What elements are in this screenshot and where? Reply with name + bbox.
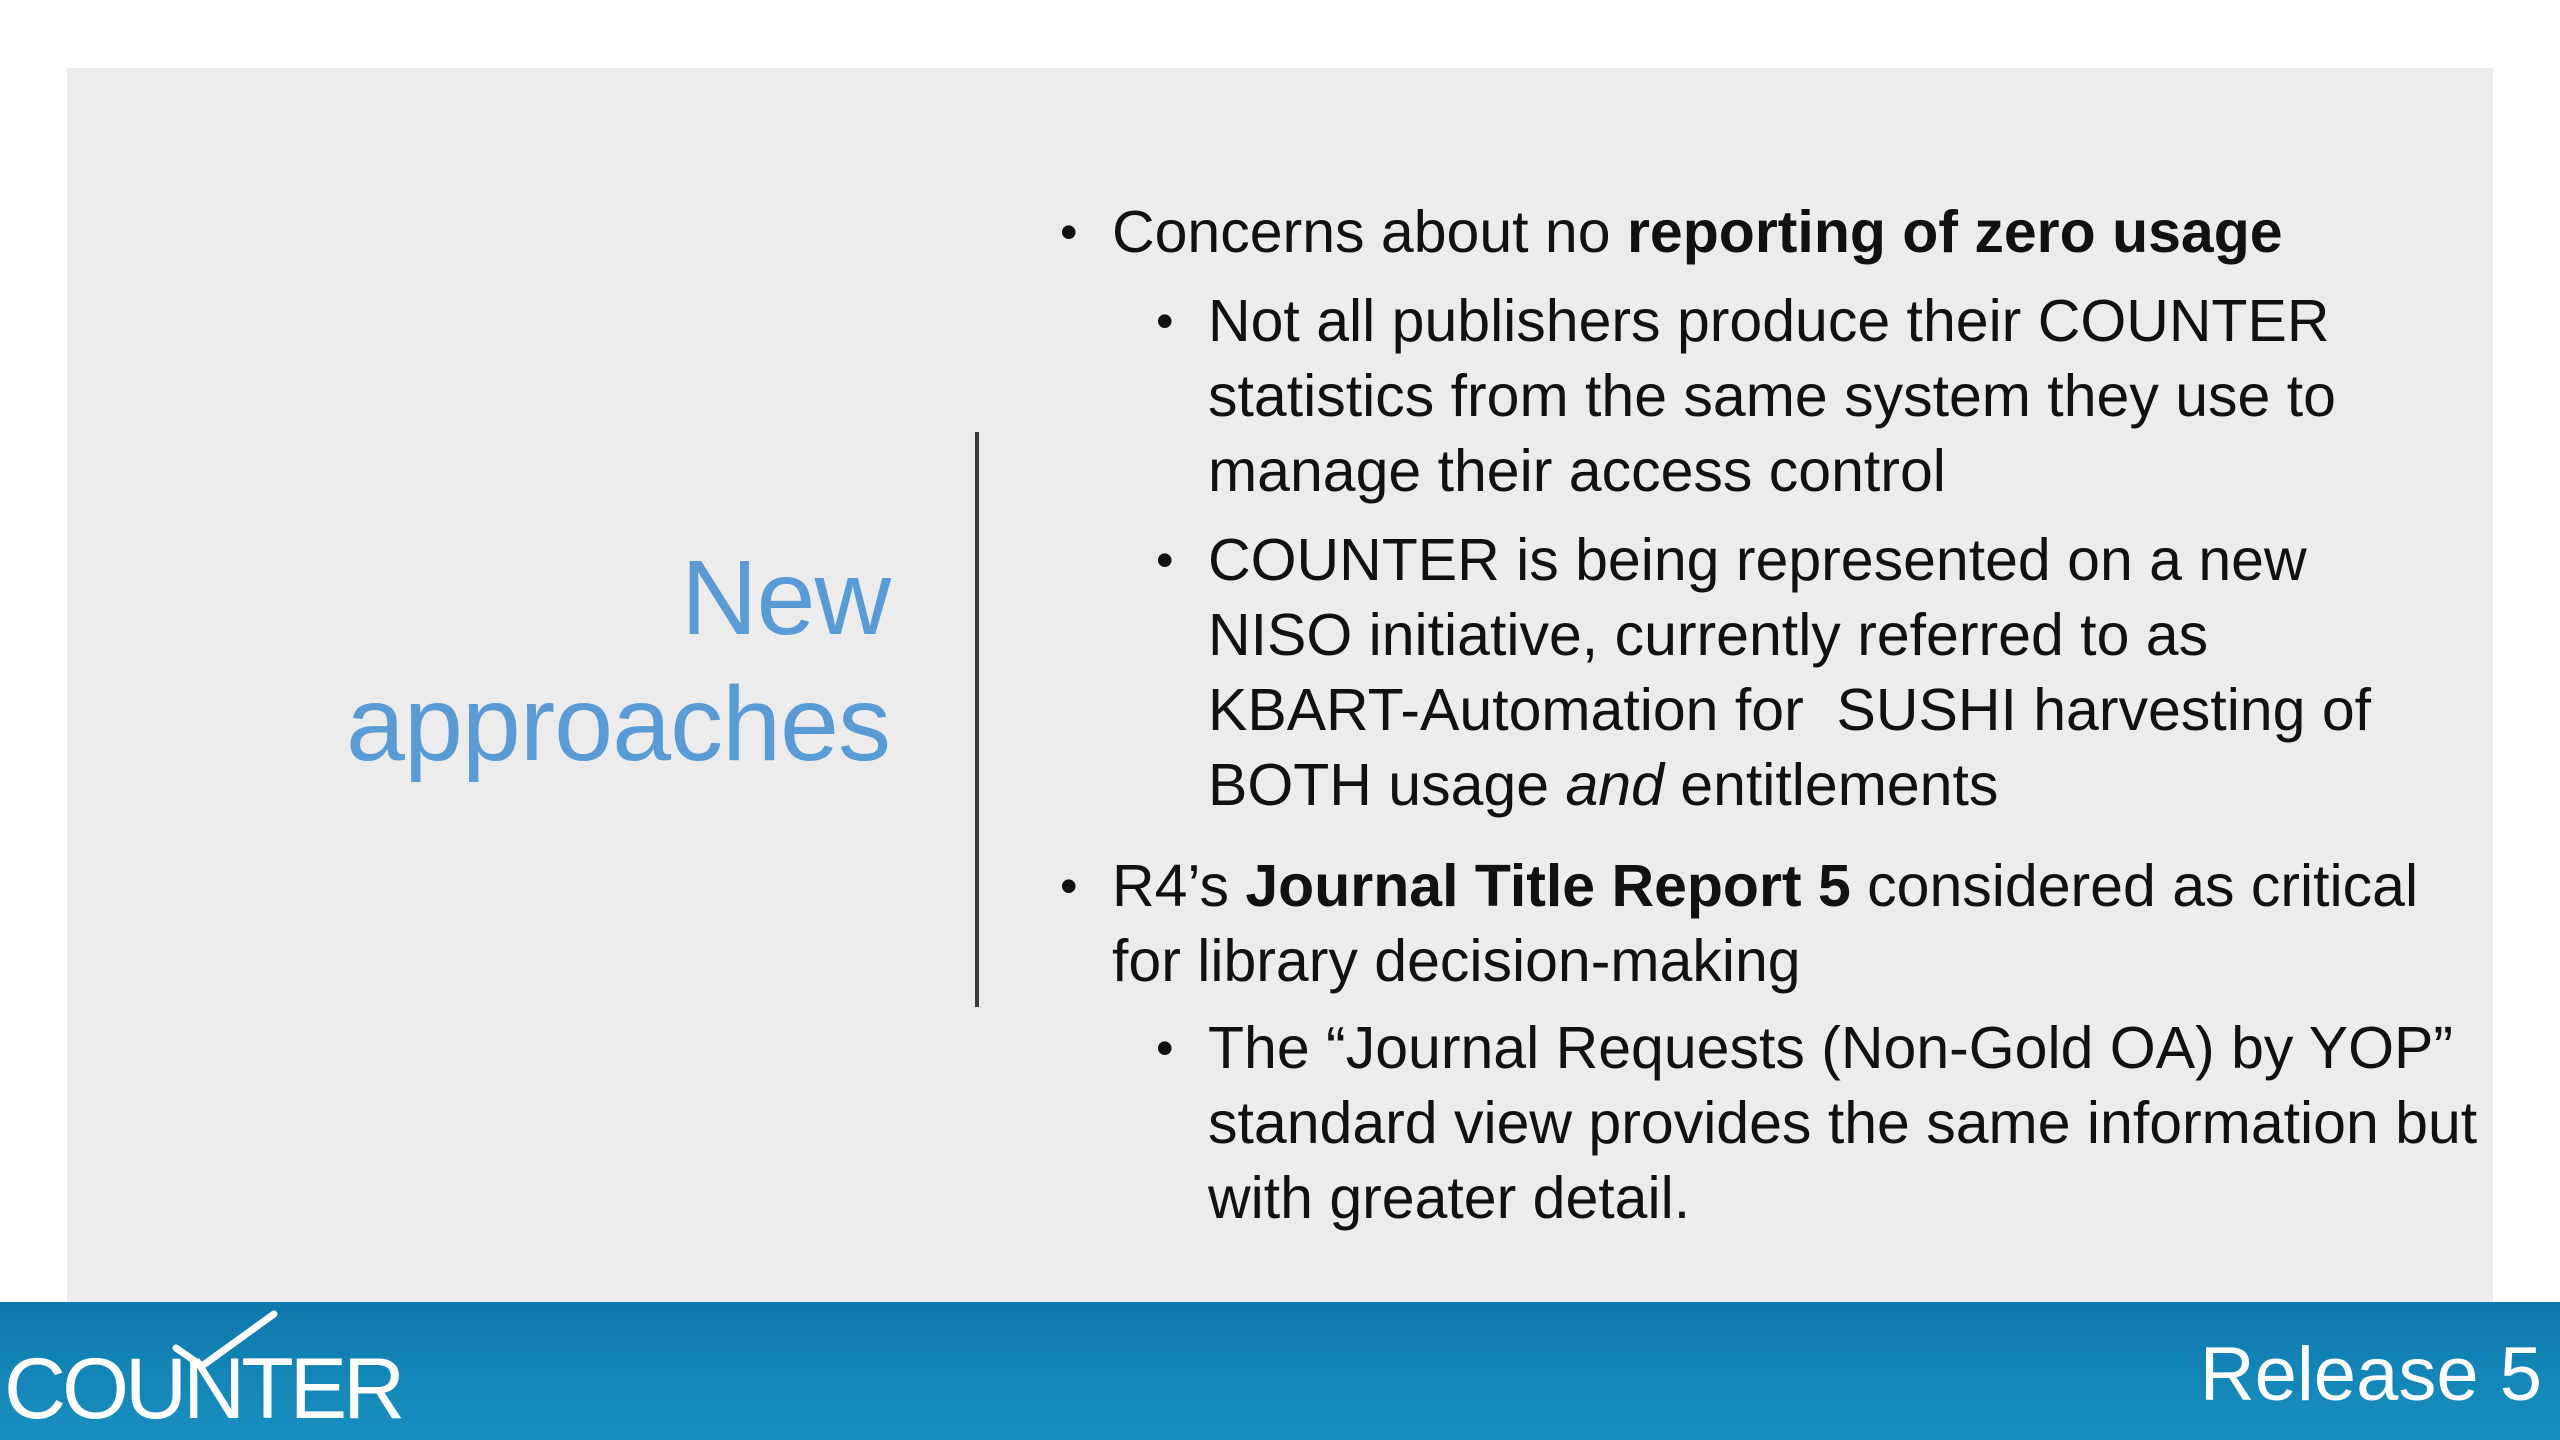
bullet-dot-icon: • xyxy=(1156,1020,1174,1076)
bullet-bold-text: reporting of zero usage xyxy=(1626,199,2283,265)
vertical-divider xyxy=(975,432,979,1007)
bullet-bold-text: Journal Title Report 5 xyxy=(1245,853,1851,919)
slide-title-line-2: approaches xyxy=(346,665,890,783)
counter-logo xyxy=(0,1310,402,1437)
bullet-dot-icon: • xyxy=(1060,204,1078,260)
bullet-text: Not all publishers produce their COUNTER statistics from the same system they use to manage their access control xyxy=(1208,288,2336,504)
bullet-italic-text: and xyxy=(1565,752,1664,818)
bullet-dot-icon: • xyxy=(1156,532,1174,588)
logo-text: COUNTER xyxy=(4,1341,402,1437)
bullet-zero-usage xyxy=(1060,195,2500,270)
bullet-dot-icon: • xyxy=(1060,858,1078,914)
bullet-text: Concerns about no xyxy=(1112,199,1627,265)
bullet-line: NISO initiative, currently referred to as xyxy=(1208,602,2209,668)
release-label: Release 5 xyxy=(2199,1332,2542,1417)
bullet-text: BOTH usage xyxy=(1208,752,1566,818)
bullet-line: KBART-Automation for SUSHI harvesting of xyxy=(1208,677,2372,743)
sub-bullet-niso xyxy=(1060,523,2500,823)
bullet-text: considered as critical for library decision-making xyxy=(1112,853,2419,994)
bullet-text: entitlements xyxy=(1663,752,1999,818)
slide-title xyxy=(200,535,890,787)
bullet-line: COUNTER is being represented on a new xyxy=(1208,527,2307,593)
bullet-list xyxy=(1060,195,2500,1236)
bullet-dot-icon: • xyxy=(1156,293,1174,349)
sub-bullet-standard-view xyxy=(1060,1011,2500,1236)
slide-title-line-1: New xyxy=(680,539,890,657)
bullet-journal-title-report xyxy=(1060,849,2500,999)
sub-bullet-publishers xyxy=(1060,284,2500,509)
bullet-text: R4’s xyxy=(1112,853,1246,919)
bullet-text: The “Journal Requests (Non-Gold OA) by YOP” standard view provides the same information but with greater detail. xyxy=(1208,1015,2478,1231)
